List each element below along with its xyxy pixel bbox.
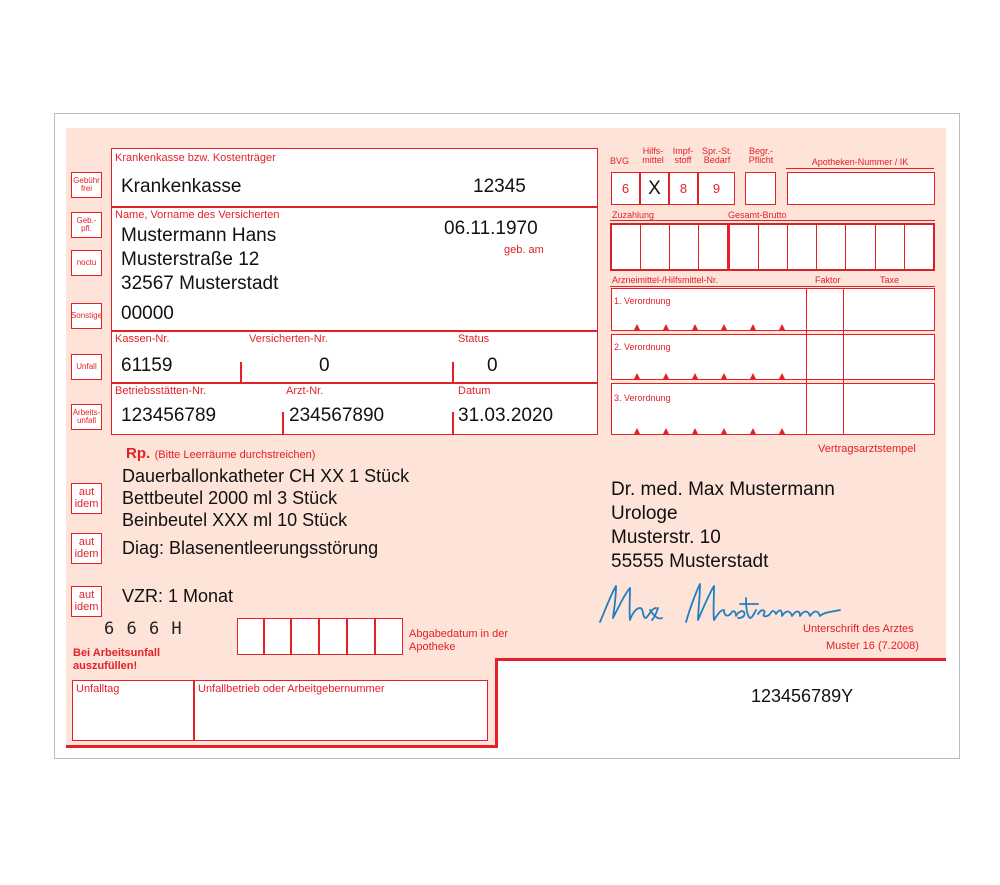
unfall-box[interactable] [71, 354, 102, 380]
aut-idem-label: aut idem [74, 485, 99, 510]
birthdate[interactable]: 06.11.1970 [444, 218, 538, 239]
code-cell-hilfsmittel[interactable] [640, 172, 669, 205]
unfallbetrieb-label: Unfallbetrieb oder Arbeitgebernummer [198, 683, 385, 695]
row-marker [663, 428, 669, 434]
bsnr-label: Betriebsstätten-Nr. [115, 385, 207, 397]
impfstoff-label: Impf-stoff [672, 146, 694, 166]
divider [610, 286, 935, 287]
abgabedatum-digit[interactable] [347, 618, 375, 655]
code-cell-bvg[interactable] [611, 172, 640, 205]
insured-extra[interactable]: 00000 [121, 303, 174, 324]
amount-fields[interactable] [610, 223, 935, 271]
faktor-label: Faktor [815, 275, 841, 285]
row-marker [634, 324, 640, 330]
vertragsarztstempel-label: Vertragsarztstempel [818, 443, 916, 455]
divider [787, 225, 788, 269]
code-8-text: 8 [679, 181, 688, 196]
row-marker [692, 324, 698, 330]
rp-note: (Bitte Leerräume durchstreichen) [154, 449, 316, 461]
versicherten-nr[interactable]: 0 [319, 355, 330, 376]
form-bottom-line [66, 745, 498, 748]
rx-vzr[interactable]: VZR: 1 Monat [122, 586, 234, 606]
code-6-text: 6 [621, 181, 630, 196]
gebuehr-frei-label: Gebühr frei [73, 175, 100, 193]
begr-pflicht-label: Begr.-Pflicht [748, 146, 774, 166]
divider [452, 412, 454, 435]
insured-city[interactable]: 32567 Musterstadt [121, 273, 279, 294]
insurer-name[interactable]: Krankenkasse [121, 176, 242, 197]
signature-label: Unterschrift des Arztes [803, 623, 914, 635]
sonstige-label: Sonstige [70, 310, 103, 320]
divider [640, 225, 641, 269]
row-marker [779, 428, 785, 434]
row-marker [721, 428, 727, 434]
arbeitsunfall-label: Arbeits-unfall [72, 407, 101, 425]
rx-line-1[interactable]: Dauerballonkatheter CH XX 1 Stück [122, 466, 410, 486]
row-marker [721, 373, 727, 379]
divider [240, 362, 242, 382]
insurer-code[interactable]: 12345 [473, 176, 526, 197]
rx-line-2[interactable]: Bettbeutel 2000 ml 3 Stück [122, 488, 338, 508]
arzt-nr-label: Arzt-Nr. [286, 385, 324, 397]
abgabedatum-digit[interactable] [319, 618, 347, 655]
row-marker [750, 324, 756, 330]
unfalltag-label: Unfalltag [76, 683, 120, 695]
rp-heading [126, 445, 315, 463]
doctor-street: Musterstr. 10 [611, 527, 721, 548]
code-x-text: X [648, 177, 661, 199]
divider [806, 288, 807, 435]
row-marker [779, 373, 785, 379]
divider [452, 362, 454, 382]
code-cell-impfstoff[interactable] [669, 172, 698, 205]
divider [282, 412, 284, 435]
verordnung-1-label: 1. Verordnung [614, 296, 671, 306]
row-marker [750, 373, 756, 379]
abgabedatum-digit[interactable] [264, 618, 291, 655]
rp-label: Rp. [126, 445, 151, 462]
arbeitsunfall-box[interactable] [71, 404, 102, 430]
unfall-label: Unfall [76, 361, 97, 371]
divider [193, 680, 195, 741]
arzt-nr[interactable]: 234567890 [289, 405, 385, 426]
form-version: Muster 16 (7.2008) [826, 640, 919, 652]
code-chars: 6 6 6 H [104, 619, 183, 639]
bvg-label: BVG [610, 156, 630, 166]
insurer-label: Krankenkasse bzw. Kostenträger [115, 152, 276, 164]
verordnung-row-1[interactable] [611, 288, 935, 331]
apotheken-nr-field[interactable] [787, 172, 935, 205]
divider [698, 225, 699, 269]
arzneimittel-nr-label: Arzneimittel-/Hilfsmittel-Nr. [612, 275, 719, 285]
status-label: Status [458, 333, 490, 345]
zuzahlung-label: Zuzahlung [612, 210, 655, 220]
row-marker [692, 373, 698, 379]
verordnung-3-label: 3. Verordnung [614, 393, 671, 403]
row-marker [663, 324, 669, 330]
divider [758, 225, 759, 269]
doctor-name: Dr. med. Max Mustermann [611, 479, 835, 500]
insured-street[interactable]: Musterstraße 12 [121, 249, 260, 270]
code-9-text: 9 [712, 181, 721, 196]
aut-idem-box-2[interactable] [71, 533, 102, 564]
noctu-label: noctu [76, 257, 97, 267]
rx-diagnosis[interactable]: Diag: Blasenentleerungsstörung [122, 538, 379, 558]
sonstige-box[interactable] [71, 303, 102, 329]
divider [904, 225, 905, 269]
divider [786, 168, 934, 169]
doctor-specialty: Urologe [611, 503, 678, 524]
kassen-nr[interactable]: 61159 [121, 355, 173, 376]
row-marker [634, 428, 640, 434]
row-marker [750, 428, 756, 434]
form-cutout [497, 660, 959, 757]
aut-idem-box-1[interactable] [71, 483, 102, 514]
kassen-nr-label: Kassen-Nr. [115, 333, 170, 345]
taxe-label: Taxe [880, 275, 900, 285]
insured-label: Name, Vorname des Versicherten [115, 209, 280, 221]
aut-idem-box-3[interactable] [71, 586, 102, 617]
rx-line-3[interactable]: Beinbeutel XXX ml 10 Stück [122, 510, 348, 530]
divider [669, 225, 670, 269]
divider [875, 225, 876, 269]
versicherten-nr-label: Versicherten-Nr. [249, 333, 328, 345]
apotheken-nr-label: Apotheken-Nummer / IK [811, 157, 909, 167]
verordnung-2-label: 2. Verordnung [614, 342, 671, 352]
datum[interactable]: 31.03.2020 [458, 405, 554, 426]
divider [111, 330, 598, 332]
insured-name[interactable]: Mustermann Hans [121, 225, 277, 246]
document-id: 123456789Y [751, 686, 854, 706]
divider [111, 382, 598, 384]
noctu-box[interactable] [71, 250, 102, 276]
aut-idem-label: aut idem [74, 535, 99, 560]
divider [843, 288, 844, 435]
gebuehr-frei-box[interactable] [71, 172, 102, 198]
gesamt-brutto-label: Gesamt-Brutto [728, 210, 787, 220]
status[interactable]: 0 [487, 355, 498, 376]
geb-pfl-label: Geb.-pfl. [76, 215, 97, 233]
divider [816, 225, 817, 269]
divider [610, 220, 935, 221]
geb-pfl-box[interactable] [71, 212, 102, 238]
doctor-city: 55555 Musterstadt [611, 551, 769, 572]
row-marker [634, 373, 640, 379]
divider [111, 206, 598, 208]
divider [727, 223, 730, 271]
row-marker [663, 373, 669, 379]
form-step-line [495, 658, 946, 661]
verordnung-row-3[interactable] [611, 383, 935, 435]
code-cell-begr-pflicht[interactable] [745, 172, 776, 205]
arbeitsunfall-note: Bei Arbeitsunfall auszufüllen! [73, 647, 160, 672]
divider [845, 225, 846, 269]
verordnung-row-2[interactable] [611, 334, 935, 380]
birthdate-label: geb. am [504, 244, 544, 256]
spr-st-bedarf-label: Spr.-St. Bedarf [701, 146, 732, 166]
aut-idem-label: aut idem [74, 588, 99, 613]
abgabedatum-digit[interactable] [237, 618, 264, 655]
form-step-line [495, 658, 498, 748]
abgabedatum-label: Abgabedatum in der Apotheke [409, 628, 509, 653]
hilfsmittel-label: Hilfs-mittel [642, 146, 664, 166]
code-cell-spr-st[interactable] [698, 172, 735, 205]
bsnr[interactable]: 123456789 [121, 405, 217, 426]
abgabedatum-digit[interactable] [375, 618, 403, 655]
row-marker [692, 428, 698, 434]
datum-label: Datum [458, 385, 491, 397]
row-marker [721, 324, 727, 330]
abgabedatum-digit[interactable] [291, 618, 319, 655]
row-marker [779, 324, 785, 330]
